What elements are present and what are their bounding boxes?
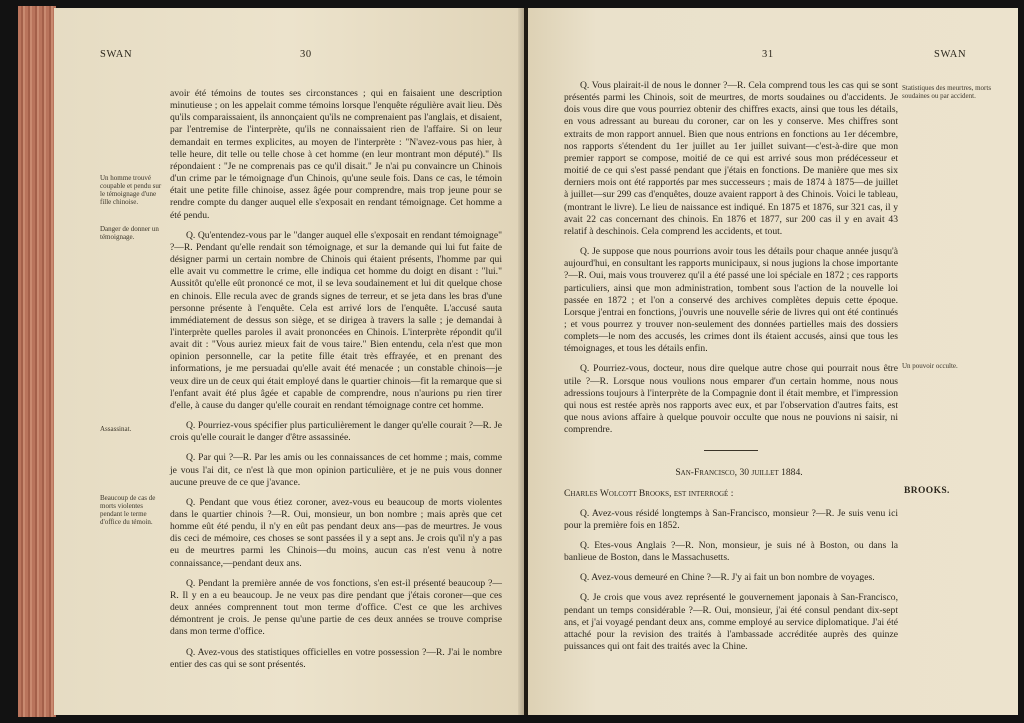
margin-note: Danger de donner un témoignage. [100,225,159,241]
section-divider [704,450,758,451]
paragraph: Q. Par qui ?—R. Par les amis ou les connaissances de cet homme ; mais, comme je vous l'ai dit, ce n'est là que mon opinion particulière, et je ne puis vous donner aucune preuve de ce que j'avance. [170,452,502,488]
paragraph: Q. Pendant que vous étiez coroner, avez-vous eu beaucoup de morts violentes dans le quartier chinois ?—R. Oui, monsieur, un bon nombre ; mais après que cet homme eût été pendu, il n'y en eût pas pendant deux ans—pas de meurtres. Je vous dis ceci de mémoire, ces choses se sont passées il y a sept ans. Je crois qu'il n'y a pas eu de meurtres parmi les Chinois—du moins, aucun cas n'est venu à notre connaissance,—pendant deux ans. [170,496,502,569]
paragraph: Q. Qu'entendez-vous par le "danger auquel elle s'exposait en rendant témoignage" ?—R. Pendant qu'elle rendait son témoignage, et sur la demande qui lui fut faite de désigner parmi un certain nombre de Chinois qui étaient présents, l'homme par qui elle avait vu commettre le crime, elle indiqua cet homme du doigt en disant : "lui." Aussitôt qu'elle eût prononcé ce mot, il se leva soudainement et lui dit quelque chose en chinois. Elle recula avec de grands signes de terreur, et se jeta dans les bras d'une personne présente à l'enquête. Cela est arrivé lors de l'enquête. L'accusé sauta immédiatement de dessus son siège, et se dirigea à travers la salle ; je demandai à l'interprète quelles paroles il avait prononcées en Chinois. L'interprète répondit qu'il avait dit : "Vous auriez mieux fait de vous taire." Bien entendu, cela n'est que mon opinion personnelle, car la petite fille était très effrayée, et en prenant des informations, je me persuadai qu'elle avait été menacée ; un constable chinois—je veux dire un de ceux qui était employé dans le quartier chinois—fit la remarque que si l'enfant avait été plus âgée et capable de comprendre, nous n'aurions pu rien tirer d'elle, à cause du danger qu'elle courait en rendant témoignage contre cet homme. [170,229,502,411]
book-fore-edge [18,6,56,717]
right-page [528,8,1018,715]
margin-note: Un homme trouvé coupable et pendu sur le témoignage d'une fille chinoise. [100,174,162,206]
paragraph: Q. Pendant la première année de vos fonctions, s'en est-il présenté beaucoup ?—R. Il y en a eu beaucoup. Je ne veux pas dire pendant que j'étais coroner—que ces deux années comprennent tout mon terme d'office. C'est ce que les archives démontrent je crois. Je pense qu'une partie de ces deux années se trouve comprise dans mon terme d'office. [170,577,502,638]
left-page-body [170,88,502,679]
witness-line: Charles Wolcott Brooks, est interrogé : [564,487,734,499]
running-head-left: SWAN [100,49,133,60]
paragraph: Q. Pourriez-vous spécifier plus particulièrement le danger qu'elle courait ?—R. Je crois qu'elle courait le danger d'être assassinée. [170,420,502,444]
paragraph: avoir été témoins de toutes ses circonstances ; qui en faisaient une description minutieuse ; on les appelait comme témoins lorsque l'enquête régulière avait lieu. Dès qu'ils comparaissaient, ils annonçaient qu'ils ne comprenaient pas l'anglais, et disaient, par l'entremise de l'interprète, qu'ils ne connaissaient rien de l'affaire. Si on leur demandait en termes explicites, au moyen de l'interprète : "N'avez-vous pas hier, à telle heure, dit telle ou telle chose à cet homme (en leur montrant mon député)." Ils répondaient : "Je ne comprenais pas ce qu'il disait." Je n'ai pu convaincre un Chinois d'un crime par le témoignage d'un Chinois, qu'une seule fois. Dans ce cas, le témoin était une petite fille chinoise, assez âgée pour comprendre, mais trop jeune pour se rendre compte du danger auquel elle s'exposait en rendant témoignage. Cet homme a été pendu. [170,88,502,221]
page-number-left: 30 [300,49,312,60]
right-page-body [564,80,898,661]
paragraph: Q. Je crois que vous avez représenté le gouvernement japonais à San-Francisco, pendant un temps considérable ?—R. Oui, monsieur, j'ai été consul pendant dix-sept ans, et j'ai voyagé pendant deux ans, comme employé au service diplomatique. J'ai été attaché pour la revision des traités à l'ambassade accréditée auprès des quinze puissances qui ont fait des traités avec la Chine. [564,592,898,653]
dateline: San-Francisco, 30 juillet 1884. [675,467,803,479]
paragraph: Q. Avez-vous demeuré en Chine ?—R. J'y ai fait un bon nombre de voyages. [580,572,875,584]
paragraph: Q. Pourriez-vous, docteur, nous dire quelque autre chose qui pourrait nous être utile ?—R. Lorsque nous voulions nous emparer d'un certain homme, nous nous adressions toujours à l'interprète de la Compagnie dont il était membre, et l'impression qui nous est restée après nos rapports avec eux, et par l'observation d'autres faits, est que nous avions affaire à quelque pouvoir occulte que nous ne pouvions ni saisir, ni comprendre. [564,363,898,436]
witness-name: BROOKS. [904,486,950,496]
left-page [54,8,524,715]
paragraph: Q. Vous plairait-il de nous le donner ?—R. Cela comprend tous les cas qui se sont présentés parmi les Chinois, soit de meurtres, de morts soudaines ou d'accidents. Je dois vous dire que vous pourriez obtenir des chiffres exacts, ainsi que tous les détails, en vous adressant au bureau du coroner, car on les y conserve. Mes chiffres sont extraits de mon rapport annuel. Bien que nous entrions en fonctions au 1er décembre, nos rapports s'étendent du 1er juillet au 1er juillet suivant—c'est-à-dire que mon premier rapport se compose, moitié de ce qui est arrivé sous mon prédécesseur et moitié de ce qui s'est passé pendant que j'étais en fonctions. De manière que mes six derniers mois ont été rapportés par mes successeurs ; mais de 1874 à 1875—de juillet à juillet—sur 299 cas d'enquêtes, douze avaient rapport à des Chinois. Voici le tableau, (montrant le livre). Le lieu de naissance est indiqué. En 1875 et 1876, sur 321 cas, il y avait 22 cas concernant des chinois. En 1876 et 1877, sur 200 cas il y en avait 43 relatif à deschinois. Cela comprend les accidents, et tout. [564,80,898,237]
margin-note: Un pouvoir occulte. [902,362,958,370]
paragraph: Q. Avez-vous résidé longtemps à San-Francisco, monsieur ?—R. Je suis venu ici pour la première fois en 1852. [564,507,898,531]
margin-note: Assassinat. [100,425,132,433]
paragraph: Q. Je suppose que nous pourrions avoir tous les détails pour chaque année jusqu'à aujourd'hui, en consultant les rapports municipaux, si nous jugions la chose importante ?—R. Oui, mais vous trouverez qu'il a été passé une loi spéciale en 1872 ; ces rapports particuliers, ainsi que mon administration, tombent sous l'action de la nouvelle loi passée en 1872 ; et l'on a conservé des archives complètes depuis cette époque. Lorsque j'entrai en fonctions, j'ouvris une nouvelle série de livres qui ont été continués ; et vous pourrez y trouver non-seulement des données partielles mais des dossiers complets—le nom des accusés, les crimes dont ils étaient accusés, ainsi que tous les témoignages, et tous les détails enfin. [564,246,898,355]
page-number-right: 31 [762,49,774,60]
margin-note: Beaucoup de cas de morts violentes pendant le terme d'office du témoin. [100,494,156,526]
running-head-right: SWAN [934,49,967,60]
paragraph: Q. Etes-vous Anglais ?—R. Non, monsieur, je suis né à Boston, ou dans la banlieue de Boston, dans le Massachusetts. [564,540,898,564]
paragraph: Q. Avez-vous des statistiques officielles en votre possession ?—R. J'ai le nombre entier des cas qui se sont présentés. [170,646,502,670]
margin-note: Statistiques des meurtres, morts soudaines ou par accident. [902,84,992,100]
